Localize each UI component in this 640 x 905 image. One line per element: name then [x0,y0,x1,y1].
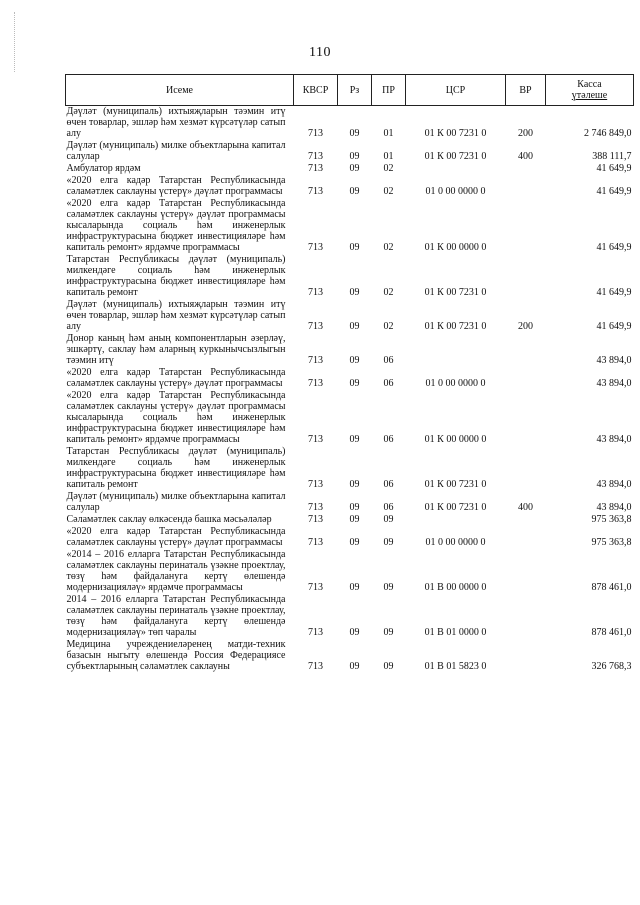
cell-rz: 09 [349,514,360,525]
cell-amount: 43 894,0 [596,479,632,490]
cell-rz: 09 [349,355,360,366]
cell-amount: 43 894,0 [596,378,632,389]
table-row [66,446,634,491]
cell-kvsr: 713 [308,128,323,139]
cell-rz: 09 [349,287,360,298]
cell-pr: 01 [383,128,394,139]
cell-amount: 43 894,0 [596,434,632,445]
cell-pr: 02 [383,321,394,332]
cell-csr: 01 К 00 7231 0 [424,479,487,490]
cell-pr: 09 [383,661,394,672]
table-row [66,163,634,175]
cell-rz: 09 [349,242,360,253]
header-kassa-line1: Касса [577,79,602,90]
cell-csr: 01 К 00 7231 0 [424,321,487,332]
table-row [66,175,634,198]
cell-pr: 02 [383,287,394,298]
cell-kvsr: 713 [308,479,323,490]
cell-pr: 06 [383,378,394,389]
cell-name: Дәүләт (муниципаль) милке объектларына капитал салулар [66,140,286,162]
cell-csr: 01 В 01 0000 0 [424,627,487,638]
cell-pr: 06 [383,355,394,366]
header-kassa-line2: үтәлеше [571,90,608,101]
cell-amount: 41 649,9 [596,242,632,253]
cell-name: «2020 елга кадәр Татарстан Республикасында сәламәтлек саклауны үстерү» дәүләт программасы [66,175,286,197]
table-row [66,333,634,367]
table-row [66,198,634,254]
cell-vr: 400 [518,151,533,162]
cell-csr [406,333,506,367]
cell-vr: 200 [518,128,533,139]
cell-name: Сәламәтлек саклау өлкәсендә башка мәсьәләләр [66,514,272,525]
cell-vr [506,390,546,446]
cell-pr: 06 [383,479,394,490]
cell-vr [506,549,546,594]
cell-amount: 388 111,7 [592,151,632,162]
cell-csr: 01 0 00 0000 0 [425,537,486,548]
cell-amount: 2 746 849,0 [584,128,632,139]
cell-rz: 09 [349,537,360,548]
table-row [66,390,634,446]
cell-amount: 41 649,9 [596,321,632,332]
cell-rz: 09 [349,479,360,490]
cell-name: Донор каның һәм аның компонентларын әзерләү, эшкәртү, саклау һәм аларның куркынычсызлыгын тәэмин итү [66,333,286,366]
cell-kvsr: 713 [308,321,323,332]
header-pr: ПР [372,75,406,106]
cell-pr: 06 [383,434,394,445]
table-row [66,106,634,141]
cell-csr: 01 К 00 0000 0 [424,434,487,445]
table-row [66,491,634,514]
cell-kvsr: 713 [308,355,323,366]
table-row [66,367,634,390]
budget-table [65,74,634,673]
cell-name: «2020 елга кадәр Татарстан Республикасында сәламәтлек саклауны үстерү» дәүләт программасы кысаларында социаль һәм инженерлык инфраструктурасына бюджет инвестицияләре һәм капиталь ремонт» ярдәмче программасы [66,390,286,445]
cell-csr: 01 0 00 0000 0 [425,378,486,389]
header-csr: ЦСР [406,75,506,106]
cell-kvsr: 713 [308,378,323,389]
cell-vr [506,526,546,549]
cell-name: Медицина учреждениеләренең матди-техник базасын ныгыту өлешендә Россия Федерациясе субъектларының сәламәтлек саклауны [66,639,286,672]
table-row [66,140,634,163]
cell-amount: 975 363,8 [591,514,632,525]
cell-csr: 01 В 01 5823 0 [424,661,487,672]
cell-name: Татарстан Республикасы дәүләт (муниципаль) милкендәге социаль һәм инженерлык инфраструктурасына бюджет инвестицияләре һәм капиталь ремонт [66,254,286,298]
cell-csr: 01 К 00 7231 0 [424,128,487,139]
cell-vr [506,514,546,526]
cell-kvsr: 713 [308,186,323,197]
cell-rz: 09 [349,186,360,197]
cell-name: «2014 – 2016 елларга Татарстан Республикасында сәламәтлек саклауны перинаталь үзәкне проектлау, төзү һәм файдалануга кертү өлешендә модернизацияләү» ярдәмче программасы [66,549,286,593]
cell-amount: 43 894,0 [596,502,632,513]
table-row [66,594,634,639]
table-row [66,254,634,299]
cell-amount: 41 649,9 [596,186,632,197]
cell-pr: 02 [383,163,394,174]
page-number: 110 [309,45,331,60]
cell-amount: 878 461,0 [591,582,632,593]
cell-vr [506,163,546,175]
cell-pr: 09 [383,582,394,593]
header-rz: Рз [338,75,372,106]
cell-kvsr: 713 [308,242,323,253]
cell-rz: 09 [349,321,360,332]
cell-kvsr: 713 [308,514,323,525]
cell-name: «2020 елга кадәр Татарстан Республикасында сәламәтлек саклауны үстерү» дәүләт программасы кысаларында социаль һәм инженерлык инфраструктурасына бюджет инвестицияләре һәм капиталь ремонт» ярдәмче программасы [66,198,286,253]
cell-vr [506,594,546,639]
cell-rz: 09 [349,378,360,389]
cell-rz: 09 [349,434,360,445]
table-body [66,106,634,674]
cell-kvsr: 713 [308,287,323,298]
cell-vr [506,639,546,673]
cell-csr: 01 0 00 0000 0 [425,186,486,197]
cell-amount: 326 768,3 [591,661,632,672]
header-vr: ВР [506,75,546,106]
header-name: Исеме [66,75,294,106]
cell-kvsr: 713 [308,582,323,593]
cell-kvsr: 713 [308,627,323,638]
cell-kvsr: 713 [308,163,323,174]
cell-kvsr: 713 [308,502,323,513]
table-header [66,75,634,106]
cell-name: Татарстан Республикасы дәүләт (муниципаль) милкендәге социаль һәм инженерлык инфраструктурасына бюджет инвестицияләре һәм капиталь ремонт [66,446,286,490]
cell-rz: 09 [349,151,360,162]
cell-csr [406,514,506,526]
cell-kvsr: 713 [308,151,323,162]
header-kassa [546,75,634,106]
cell-name: Дәүләт (муниципаль) ихтыяҗларын тәэмин итү өчен товарлар, эшләр һәм хезмәт күрсәтүләр сатып алу [66,106,286,139]
cell-vr [506,446,546,491]
cell-csr: 01 К 00 0000 0 [424,242,487,253]
cell-pr: 09 [383,537,394,548]
cell-csr [406,163,506,175]
table-row [66,526,634,549]
cell-amount: 975 363,8 [591,537,632,548]
cell-rz: 09 [349,163,360,174]
cell-vr [506,254,546,299]
cell-pr: 01 [383,151,394,162]
cell-kvsr: 713 [308,661,323,672]
table-row [66,639,634,673]
cell-name: «2020 елга кадәр Татарстан Республикасында сәламәтлек саклауны үстерү» дәүләт программасы [66,526,286,548]
cell-csr: 01 К 00 7231 0 [424,502,487,513]
cell-vr: 200 [518,321,533,332]
cell-rz: 09 [349,128,360,139]
cell-rz: 09 [349,661,360,672]
cell-csr: 01 К 00 7231 0 [424,287,487,298]
table-row [66,549,634,594]
cell-vr: 400 [518,502,533,513]
cell-rz: 09 [349,502,360,513]
table-row [66,514,634,526]
cell-pr: 02 [383,186,394,197]
cell-kvsr: 713 [308,537,323,548]
cell-name: Амбулатор ярдәм [66,163,141,174]
cell-pr: 09 [383,627,394,638]
cell-amount: 43 894,0 [596,355,632,366]
cell-pr: 06 [383,502,394,513]
cell-rz: 09 [349,582,360,593]
cell-name: Дәүләт (муниципаль) милке объектларына капитал салулар [66,491,286,513]
cell-vr [506,198,546,254]
header-kvsr: КВСР [294,75,338,106]
cell-rz: 09 [349,627,360,638]
cell-name: «2020 елга кадәр Татарстан Республикасында сәламәтлек саклауны үстерү» дәүләт программасы [66,367,286,389]
cell-vr [506,367,546,390]
cell-amount: 41 649,9 [596,163,632,174]
cell-csr: 01 В 00 0000 0 [424,582,487,593]
scan-margin-mark [14,12,19,72]
cell-kvsr: 713 [308,434,323,445]
cell-name: 2014 – 2016 елларга Татарстан Республикасында сәламәтлек саклауны перинаталь үзәкне проектлау, төзү һәм файдалануга кертү өлешендә модернизацияләү» төп чаралы [66,594,286,638]
cell-name: Дәүләт (муниципаль) ихтыяҗларын тәэмин итү өчен товарлар, эшләр һәм хезмәт күрсәтүләр сатып алу [66,299,286,332]
cell-vr [506,333,546,367]
table-row [66,299,634,333]
cell-pr: 09 [383,514,394,525]
cell-vr [506,175,546,198]
cell-pr: 02 [383,242,394,253]
cell-amount: 41 649,9 [596,287,632,298]
cell-amount: 878 461,0 [591,627,632,638]
cell-csr: 01 К 00 7231 0 [424,151,487,162]
